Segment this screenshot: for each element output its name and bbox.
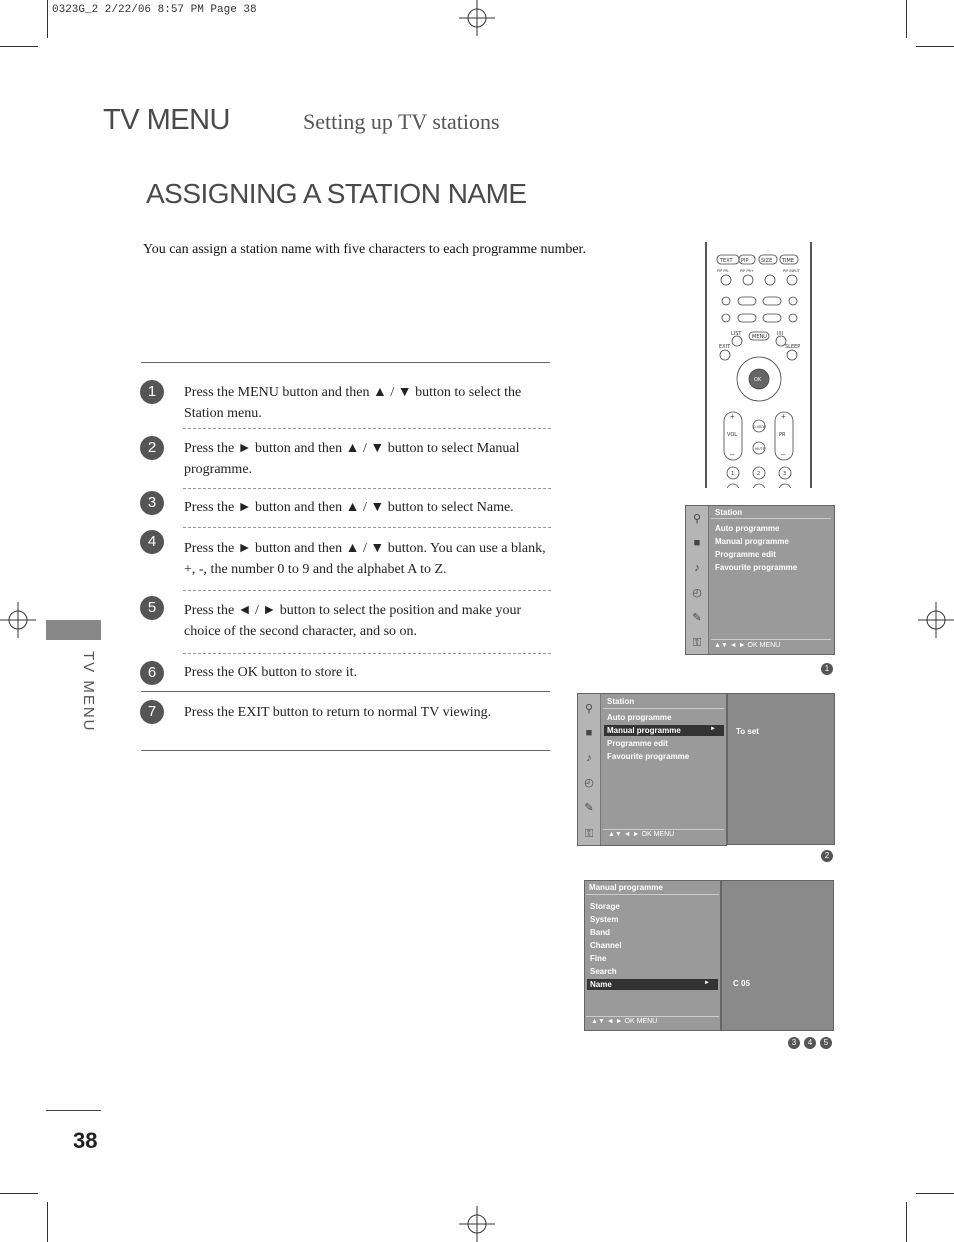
crop-mark	[47, 1202, 48, 1242]
remote-label: PIP	[741, 258, 749, 264]
osd-line	[603, 708, 724, 709]
step-text: Press the MENU button and then ▲ / ▼ button to select the Station menu.	[184, 385, 522, 421]
step-text: Press the OK button to store it.	[184, 665, 358, 680]
speaker-icon: ♪	[586, 752, 592, 764]
intro-text: You can assign a station name with five characters to each programme number.	[143, 242, 586, 257]
osd-item-label: Manual programme	[607, 726, 681, 735]
clock-icon: ◴	[692, 587, 702, 599]
step-divider	[183, 428, 551, 429]
osd-item: Search	[590, 967, 617, 976]
remote-label: TIME	[782, 258, 795, 264]
osd-item-selected	[587, 979, 718, 990]
registration-mark	[459, 0, 495, 36]
osd-item: Favourite programme	[715, 563, 798, 572]
crop-mark	[906, 1202, 907, 1242]
remote-label: PR	[779, 432, 786, 438]
step-number: 1	[140, 380, 164, 404]
osd-item: Manual programme	[715, 537, 789, 546]
remote-label: VOL	[727, 432, 738, 438]
remote-label: 3	[783, 471, 787, 477]
remote-label: 1	[731, 471, 735, 477]
crop-mark	[916, 1193, 954, 1194]
figure-badge: 1	[821, 663, 833, 675]
remote-label: EXIT	[719, 344, 731, 350]
step-number: 4	[140, 530, 164, 554]
registration-mark	[918, 602, 954, 638]
osd-sidebar	[578, 694, 601, 845]
osd-line	[711, 518, 831, 519]
step-text: Press the EXIT button to return to normal TV viewing.	[184, 705, 492, 720]
remote-label: LIST	[731, 331, 742, 337]
registration-mark	[0, 602, 36, 638]
remote-label: 2	[757, 471, 761, 477]
step-divider	[183, 488, 551, 489]
osd-line	[586, 894, 719, 895]
figure-badge: 5	[820, 1037, 832, 1049]
crop-mark	[47, 0, 48, 38]
osd-station-manual-selected	[577, 693, 727, 846]
crop-mark	[0, 46, 38, 47]
page-heading: ASSIGNING A STATION NAME	[146, 178, 527, 209]
crop-mark	[0, 1193, 38, 1194]
lock-icon: ⚿	[692, 637, 702, 649]
section-title: TV MENU	[103, 104, 230, 136]
osd-item: Channel	[590, 941, 622, 950]
remote-control-illustration	[705, 242, 812, 488]
remote-label: PIP PR-	[717, 269, 730, 273]
remote-label: SIZE	[761, 258, 773, 264]
osd-right-panel	[721, 880, 834, 1031]
osd-item: Auto programme	[715, 524, 780, 533]
step-text: Press the ► button and then ▲ / ▼ button to select Manual programme.	[184, 441, 520, 477]
step-number: 5	[140, 596, 164, 620]
osd-title: Station	[715, 508, 743, 517]
remote-label: PIP PR+	[740, 269, 754, 273]
step-text: Press the ◄ / ► button to select the position and make your choice of the second character, and so on.	[184, 603, 522, 639]
osd-item: Favourite programme	[607, 752, 690, 761]
step-divider	[141, 691, 550, 692]
step-divider	[183, 653, 551, 654]
osd-item: Programme edit	[715, 550, 776, 559]
osd-item: Auto programme	[607, 713, 672, 722]
osd-manual-programme	[584, 880, 721, 1031]
antenna-icon: ⚲	[584, 703, 594, 715]
svg-text:+: +	[781, 412, 786, 421]
wrench-icon: ✎	[584, 802, 594, 814]
step-text: Press the ► button and then ▲ / ▼ button. You can use a blank, +, -, the number 0 to 9 and the alphabet A to Z.	[184, 541, 546, 577]
osd-footer: ▲▼ ◄ ► OK MENU	[608, 831, 675, 838]
step-divider	[183, 527, 551, 528]
osd-item-selected	[604, 725, 724, 736]
remote-label: I/II	[777, 331, 784, 337]
picture-icon: ■	[693, 537, 701, 549]
osd-item: System	[590, 915, 619, 924]
antenna-icon: ⚲	[692, 513, 702, 525]
side-label: TV MENU	[80, 651, 97, 733]
remote-label: OK	[754, 377, 762, 383]
picture-icon: ■	[585, 727, 593, 739]
step-divider	[183, 590, 551, 591]
figure-badge: 2	[821, 850, 833, 862]
svg-text:–: –	[781, 450, 786, 459]
steps-bottom-rule	[141, 750, 550, 751]
osd-line	[586, 1016, 719, 1017]
speaker-icon: ♪	[694, 562, 700, 574]
osd-item: Band	[590, 928, 610, 937]
figure-badge: 3	[788, 1037, 800, 1049]
svg-text:+: +	[730, 412, 735, 421]
side-tab	[46, 620, 101, 640]
osd-item-label: Name	[590, 980, 612, 989]
step-number: 6	[140, 661, 164, 685]
remote-label: SLEEP	[785, 344, 801, 350]
right-arrow-icon: ►	[704, 980, 710, 986]
osd-name-value: C 05	[733, 979, 750, 988]
figure-badge: 4	[804, 1037, 816, 1049]
clock-icon: ◴	[584, 777, 594, 789]
osd-line	[711, 639, 831, 640]
osd-item: Programme edit	[607, 739, 668, 748]
osd-right-panel	[727, 693, 835, 845]
registration-mark	[459, 1206, 495, 1242]
wrench-icon: ✎	[692, 612, 702, 624]
remote-label: TEXT	[720, 258, 733, 264]
step-number: 2	[140, 436, 164, 460]
crop-mark	[916, 46, 954, 47]
lock-icon: ⚿	[584, 828, 594, 840]
print-header: 0323G_2 2/22/06 8:57 PM Page 38	[52, 4, 257, 16]
section-subtitle: Setting up TV stations	[303, 109, 500, 134]
osd-hint: To set	[736, 727, 759, 736]
svg-text:–: –	[730, 450, 735, 459]
steps-top-rule	[141, 362, 550, 363]
remote-buttons-graphic	[707, 242, 810, 488]
remote-label: Q.VIEW	[753, 425, 766, 429]
osd-title: Manual programme	[589, 883, 663, 892]
osd-station-menu	[685, 505, 835, 655]
osd-footer: ▲▼ ◄ ► OK MENU	[714, 642, 781, 649]
page-number-rule	[46, 1110, 101, 1111]
osd-sidebar	[686, 506, 709, 654]
step-number: 7	[140, 700, 164, 724]
remote-label: PIP INPUT	[783, 269, 800, 273]
osd-title: Station	[607, 697, 635, 706]
step-number: 3	[140, 491, 164, 515]
remote-label: MUTE	[755, 447, 765, 451]
osd-line	[603, 829, 724, 830]
osd-item: Fine	[590, 954, 607, 963]
remote-label: MENU	[752, 334, 767, 340]
crop-mark	[906, 0, 907, 38]
step-text: Press the ► button and then ▲ / ▼ button to select Name.	[184, 500, 514, 515]
page-number: 38	[73, 1128, 98, 1153]
osd-footer: ▲▼ ◄ ► OK MENU	[591, 1018, 658, 1025]
right-arrow-icon: ►	[710, 726, 716, 732]
osd-item: Storage	[590, 902, 620, 911]
